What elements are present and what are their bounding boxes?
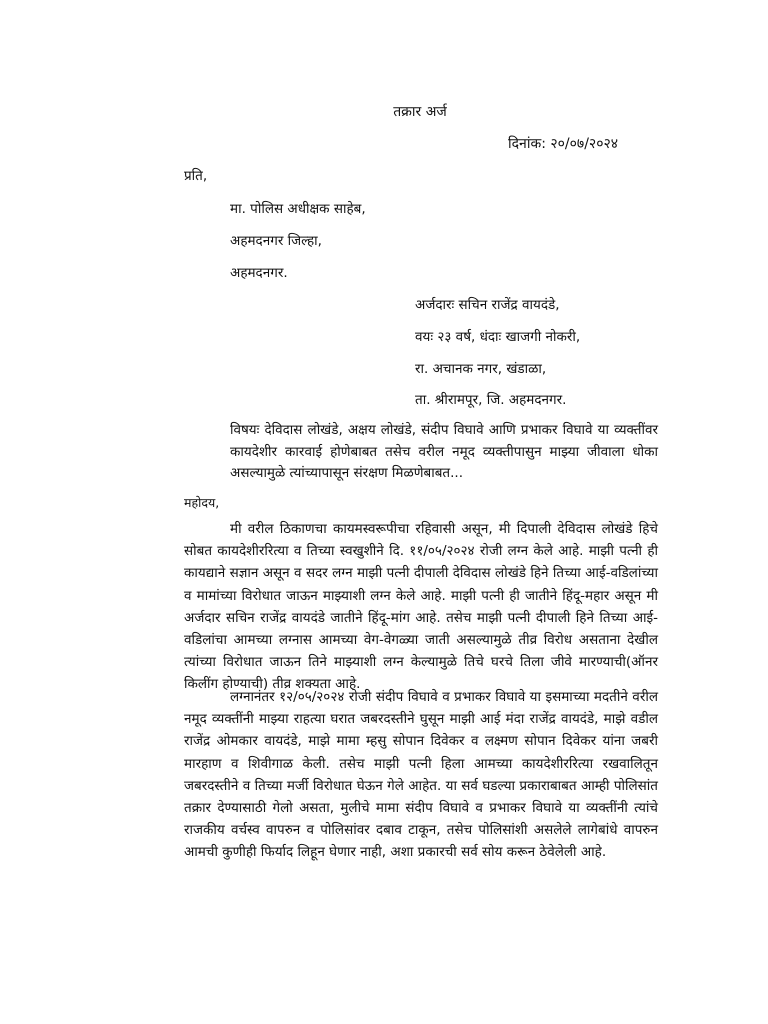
recipient-line: अहमदनगर. xyxy=(230,265,288,281)
salutation-to: प्रति, xyxy=(184,168,208,184)
letter-date: दिनांक: २०/०७/२०२४ xyxy=(508,136,619,152)
applicant-line: वयः २३ वर्ष, धंदाः खाजगी नोकरी, xyxy=(415,329,581,345)
recipient-line: मा. पोलिस अधीक्षक साहेब, xyxy=(230,201,366,217)
body-paragraph: लग्नानंतर १२/०५/२०२४ रोजी संदीप विघावे व प्रभाकर विघावे या इसमाच्या मदतीने वरील नमूद व्यक्तींनी माझ्या राहत्या घरात जबरदस्तीने घुसून माझी आई मंदा राजेंद्र वायदंडे, माझे वडील राजेंद्र ओमकार वायदंडे, माझे मामा म्हसु सोपान दिवेकर व लक्ष्मण सोपान दिवेकर यांना जबरी मारहाण व शिवीगाळ केली. तसेच माझी पत्नी हिला आमच्या कायदेशीररित्या रखवालितून जबरदस्तीने व तिच्या मर्जी विरोधात घेऊन गेले आहेत. या सर्व घडल्या प्रकाराबाबत आम्ही पोलिसांत तक्रार देण्यासाठी गेलो असता, मुलीचे मामा संदीप विघावे व प्रभाकर विघावे या व्यक्तींनी त्यांचे राजकीय वर्चस्व वापरुन व पोलिसांवर दबाव टाकून, तसेच पोलिसांशी असलेले लागेबांधे वापरुन आमची कुणीही फिर्याद लिहून घेणार नाही, अशा प्रकारची सर्व सोय करून ठेवेलेली आहे. xyxy=(184,689,658,861)
applicant-line: रा. अचानक नगर, खंडाळा, xyxy=(415,361,547,377)
body-paragraph: मी वरील ठिकाणचा कायमस्वरूपीचा रहिवासी असून, मी दिपाली देविदास लोखंडे हिचे सोबत कायदेशीररित्या व तिच्या स्वखुशीने दि. ११/०५/२०२४ रोजी लग्न केले आहे. माझी पत्नी ही कायद्याने सज्ञान असून व सदर लग्न माझी पत्नी दीपाली देविदास लोखंडे हिने तिच्या आई-वडिलांच्या व मामांच्या विरोधात जाऊन माझ्याशी लग्न केले आहे. माझी पत्नी ही जातीने हिंदू-महार असून मी अर्जदार सचिन राजेंद्र वायदंडे जातीने हिंदू-मांग आहे. तसेच माझी पत्नी दीपाली हिने तिच्या आई-वडिलांचा आमच्या लग्नास आमच्या वेग-वेगळ्या जाती असल्यामुळे तीव्र विरोध असताना देखील त्यांच्या विरोधात जाऊन तिने माझ्याशी लग्न केल्यामुळे तिचे घरचे तिला जीवे मारण्याची(ऑनर किलींग होण्याची) तीव्र शक्यता आहे. xyxy=(184,521,658,693)
applicant-line: अर्जदारः सचिन राजेंद्र वायदंडे, xyxy=(415,297,560,313)
greeting: महोदय, xyxy=(184,495,220,510)
letter-title: तक्रार अर्ज xyxy=(393,104,447,120)
applicant-line: ता. श्रीरामपूर, जि. अहमदनगर. xyxy=(415,392,567,408)
recipient-line: अहमदनगर जिल्हा, xyxy=(230,233,322,249)
letter-subject: विषयः देविदास लोखंडे, अक्षय लोखंडे, संदीप विघावे आणि प्रभाकर विघावे या व्यक्तींवर कायदेशीर कारवाई होणेबाबत तसेच वरील नमूद व्यक्तीपासुन माझ्या जीवाला धोका असल्यामुळे त्यांच्यापासून संरक्षण मिळणेबाबत... xyxy=(230,422,658,481)
